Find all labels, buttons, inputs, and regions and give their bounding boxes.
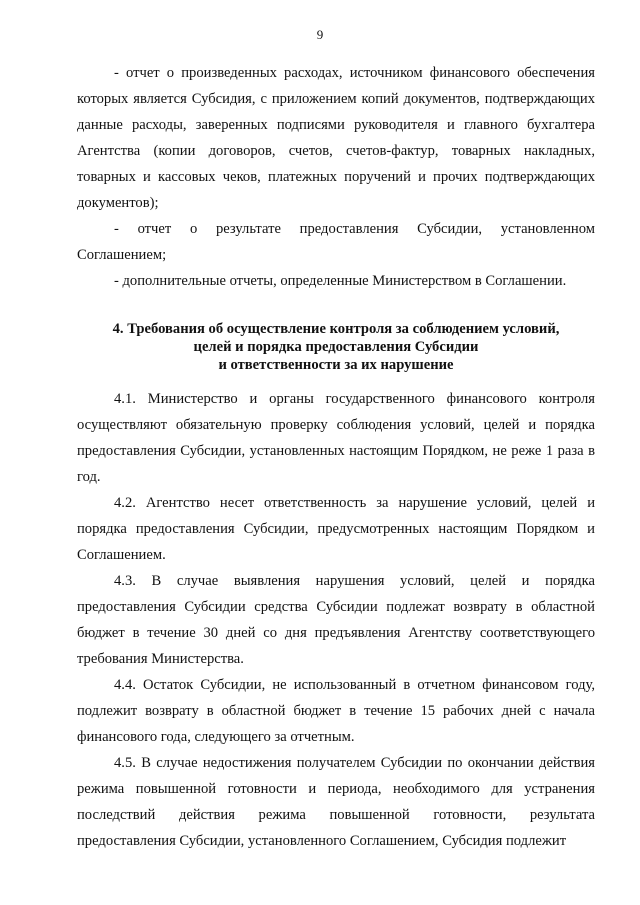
paragraph-4-1: 4.1. Министерство и органы государственного финансового контроля осуществляют обязательную проверку соблюдения условий, целей и порядка предоставления Субсидии, установленных настоящим Порядком, не реже 1 раза в год. [77,391,595,485]
paragraph-4-4: 4.4. Остаток Субсидии, не использованный в отчетном финансовом году, подлежит возврату в областной бюджет в течение 15 рабочих дней с начала финансового года, следующего за отчетным. [77,677,595,745]
page-number: 9 [316,27,324,42]
list-item: - отчет о произведенных расходах, источником финансового обеспечения которых является Субсидия, с приложением копий документов, подтверждающих данные расходы, заверенных подписями руководителя и главного бухгалтера Агентства (копии договоров, счетов, счетов-фактур, товарных накладных, товарных и кассовых чеков, платежных поручений и прочих подтверждающих документов); [77,65,595,211]
list-item: - отчет о результате предоставления Субсидии, установленном Соглашением; [77,221,595,263]
section-heading-line: и ответственности за их нарушение [218,357,454,373]
paragraph-4-5: 4.5. В случае недостижения получателем Субсидии по окончании действия режима повышенной готовности и периода, необходимого для устранения последствий действия режима повышенной готовности, результата предоставления Субсидии, установленного Соглашением, Субсидия подлежит [77,755,595,849]
paragraph-4-3: 4.3. В случае выявления нарушения условий, целей и порядка предоставления Субсидии средства Субсидии подлежат возврату в областной бюджет в течение 30 дней со дня предъявления Агентству соответствующего требования Министерства. [77,573,595,667]
section-heading-line: целей и порядка предоставления Субсидии [193,339,479,355]
page-content [77,60,595,854]
list-item: - дополнительные отчеты, определенные Министерством в Соглашении. [114,273,567,289]
section-heading [77,320,595,374]
section-heading-line: 4. Требования об осуществление контроля за соблюдением условий, [112,321,560,337]
paragraph-4-2: 4.2. Агентство несет ответственность за нарушение условий, целей и порядка предоставления Субсидии, предусмотренных настоящим Порядком и Соглашением. [77,495,595,563]
